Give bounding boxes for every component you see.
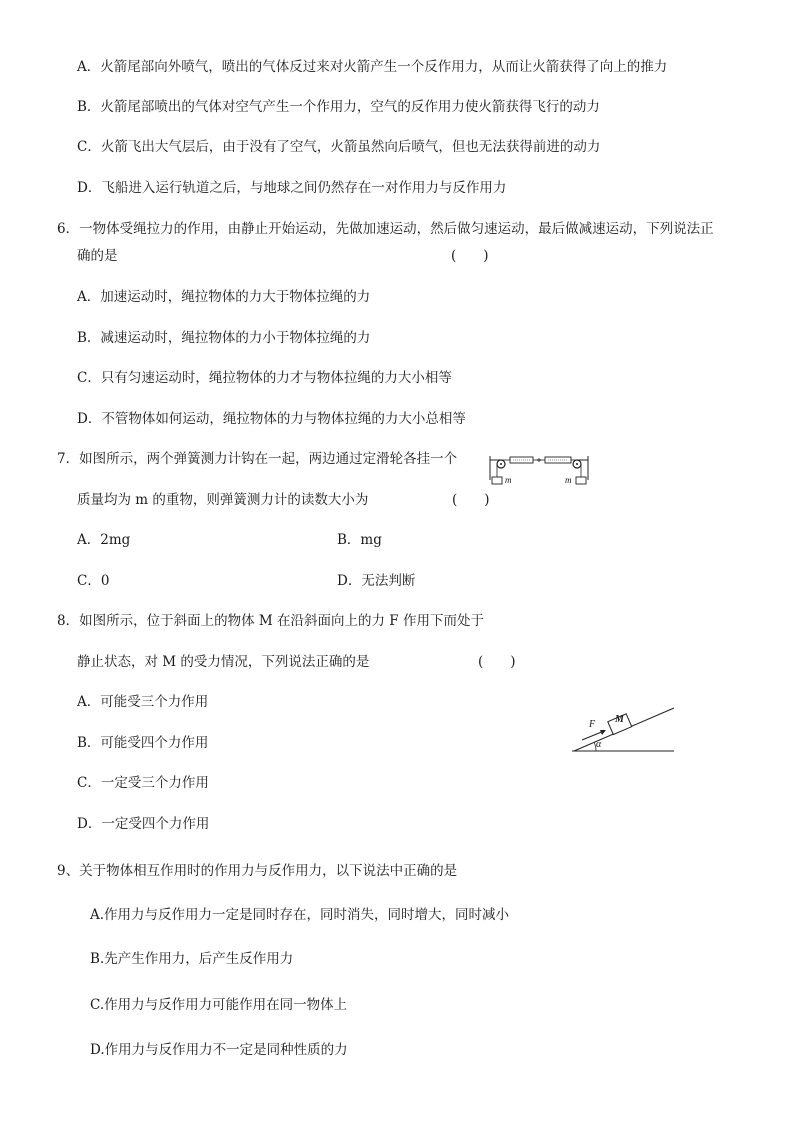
- q6-answer-paren: ( ): [451, 248, 489, 264]
- q6-option-d: D．不管物体如何运动，绳拉物体的力与物体拉绳的力大小总相等: [77, 411, 466, 427]
- q6-stem-line1: 6．一物体受绳拉力的作用，由静止开始运动，先做加速运动，然后做匀速运动，最后做减速运动，下列说法正: [57, 221, 714, 237]
- q5-option-a: A．火箭尾部向外喷气，喷出的气体反过来对火箭产生一个反作用力，从而让火箭获得了向上的推力: [77, 59, 668, 75]
- q7-option-b: B．mg: [337, 532, 382, 548]
- q9-option-c: C.作用力与反作用力可能作用在同一物体上: [90, 997, 348, 1013]
- q8-option-b: B．可能受四个力作用: [77, 735, 209, 751]
- q5-option-b: B．火箭尾部喷出的气体对空气产生一个作用力，空气的反作用力使火箭获得飞行的动力: [77, 99, 600, 115]
- q8-fig-label-f: F: [589, 719, 596, 730]
- q7-fig-label-m-right: m: [565, 475, 572, 485]
- q9-option-b: B.先产生作用力，后产生反作用力: [90, 951, 294, 967]
- q8-answer-paren: ( ): [478, 654, 516, 670]
- q8-option-d: D．一定受四个力作用: [77, 816, 210, 832]
- q8-incline-figure: [570, 702, 676, 754]
- q6-option-c: C．只有匀速运动时，绳拉物体的力才与物体拉绳的力大小相等: [77, 370, 452, 386]
- q5-option-d: D．飞船进入运行轨道之后，与地球之间仍然存在一对作用力与反作用力: [77, 180, 507, 196]
- q5-option-c: C．火箭飞出大气层后，由于没有了空气，火箭虽然向后喷气，但也无法获得前进的动力: [77, 139, 601, 155]
- q9-option-a: A.作用力与反作用力一定是同时存在，同时消失，同时增大，同时减小: [90, 907, 510, 923]
- q8-stem-line1: 8．如图所示，位于斜面上的物体 M 在沿斜面向上的力 F 作用下而处于: [57, 613, 484, 629]
- q8-option-c: C．一定受三个力作用: [77, 775, 209, 791]
- q7-spring-scale-figure: [489, 450, 589, 490]
- q8-fig-label-alpha: α: [596, 739, 602, 750]
- q6-option-b: B．减速运动时，绳拉物体的力小于物体拉绳的力: [77, 330, 371, 346]
- q7-fig-label-m-left: m: [505, 475, 512, 485]
- q8-option-a: A．可能受三个力作用: [77, 694, 209, 710]
- q6-option-a: A．加速运动时，绳拉物体的力大于物体拉绳的力: [77, 289, 371, 305]
- q9-stem: 9、关于物体相互作用时的作用力与反作用力，以下说法中正确的是: [57, 863, 458, 879]
- q8-stem-line2: 静止状态，对 M 的受力情况，下列说法正确的是: [77, 654, 370, 670]
- left-weight: [492, 477, 502, 484]
- q7-option-a: A．2mg: [77, 532, 131, 548]
- right-weight: [576, 477, 586, 484]
- q7-answer-paren: ( ): [452, 492, 490, 508]
- q7-option-c: C．0: [77, 573, 110, 589]
- q7-option-d: D．无法判断: [337, 573, 416, 589]
- q8-fig-label-m: M: [615, 714, 624, 725]
- q9-option-d: D.作用力与反作用力不一定是同种性质的力: [90, 1042, 348, 1058]
- q7-stem-line2: 质量均为 m 的重物，则弹簧测力计的读数大小为: [77, 492, 369, 508]
- q7-stem-line1: 7．如图所示，两个弹簧测力计钩在一起，两边通过定滑轮各挂一个: [57, 451, 458, 467]
- q6-stem-line2: 确的是: [77, 248, 118, 264]
